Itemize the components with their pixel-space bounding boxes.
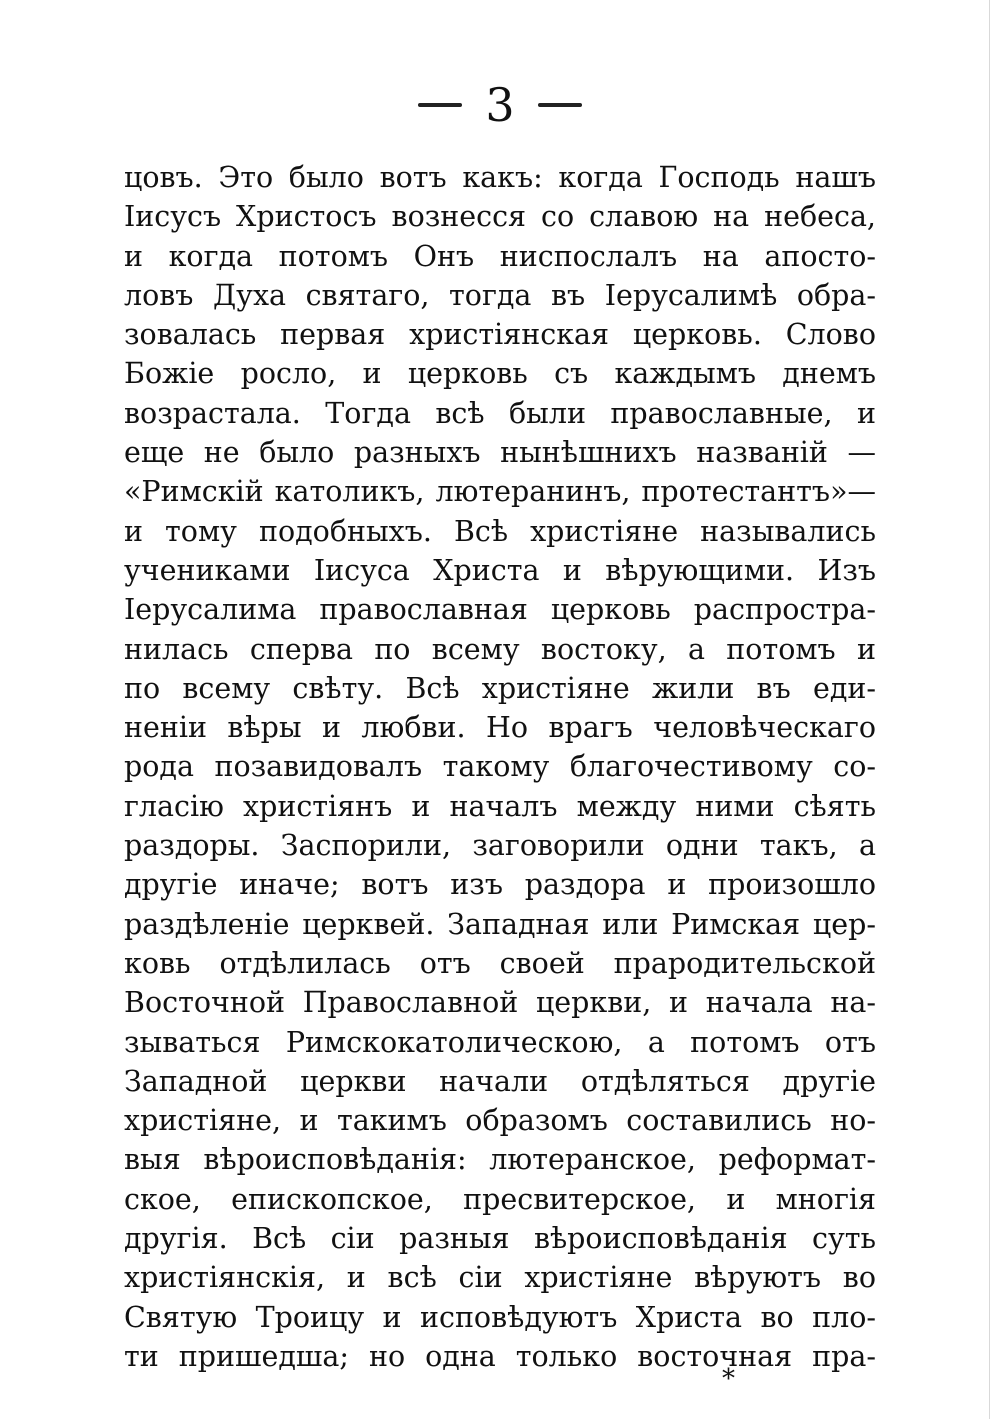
text-line: ловъ Духа святаго, тогда въ Іерусалимѣ обра- [124,278,876,312]
text-line: зываться Римскокатолическою, а потомъ отъ [124,1025,876,1059]
text-line: возрастала. Тогда всѣ были православные, и [124,396,876,430]
text-line: и тому подобныхъ. Всѣ христіяне назывались [124,514,876,548]
text-line: «Римскій католикъ, лютеранинъ, протестантъ»— [124,475,876,509]
text-line: Іисусъ Христосъ вознесся со славою на небеса, [124,200,876,234]
text-line: рода позавидовалъ такому благочестивому со- [124,750,876,784]
running-head [0,80,1000,130]
page-edge-line [989,0,990,1419]
text-line: Восточной Православной церкви, и начала на- [124,986,876,1020]
text-line: по всему свѣту. Всѣ христіяне жили въ еди- [124,671,876,705]
text-line: раздѣленіе церквей. Западная или Римская цер- [124,907,876,941]
text-line: ское, епископское, пресвитерское, и многія [124,1182,876,1216]
text-line: и когда потомъ Онъ ниспослалъ на апосто- [124,239,876,273]
head-ornament-left [418,103,462,107]
text-line: раздоры. Заспорили, заговорили одни такъ, а [124,829,876,863]
text-line: христіянскія, и всѣ сіи христіяне вѣруютъ во [124,1261,876,1295]
text-line: другія. Всѣ сіи разныя вѣроисповѣданія суть [124,1222,876,1256]
text-line: Божіе росло, и церковь съ каждымъ днемъ [124,357,876,391]
text-line: гласію христіянъ и началъ между ними сѣять [124,789,876,823]
text-line: цовъ. Это было вотъ какъ: когда Господь нашъ [124,161,876,194]
text-line: зовалась первая христіянская церковь. Слово [124,318,876,352]
text-line: Іерусалима православная церковь распростра- [124,593,876,627]
text-line: Святую Троицу и исповѣдуютъ Христа во пло- [124,1300,876,1334]
text-line: нилась сперва по всему востоку, а потомъ и [124,632,876,666]
text-line: ти пришедша; но одна только восточная пра- [124,1339,876,1373]
text-line: ковь отдѣлилась отъ своей прародительской [124,946,876,980]
text-line: учениками Іисуса Христа и вѣрующими. Изъ [124,553,876,587]
signature-mark: * [722,1364,735,1394]
text-line: выя вѣроисповѣданія: лютеранское, реформат- [124,1143,876,1177]
text-line: христіяне, и такимъ образомъ составились но- [124,1104,876,1138]
text-line: другіе иначе; вотъ изъ раздора и произошло [124,868,876,902]
text-line: неніи вѣры и любви. Но врагъ человѣческаго [124,711,876,745]
text-line: еще не было разныхъ нынѣшнихъ названій — [124,436,876,470]
text-line: Западной церкви начали отдѣляться другіе [124,1064,876,1098]
page-number: 3 [485,78,515,132]
head-ornament-right [538,103,582,107]
body-text [124,158,876,1376]
